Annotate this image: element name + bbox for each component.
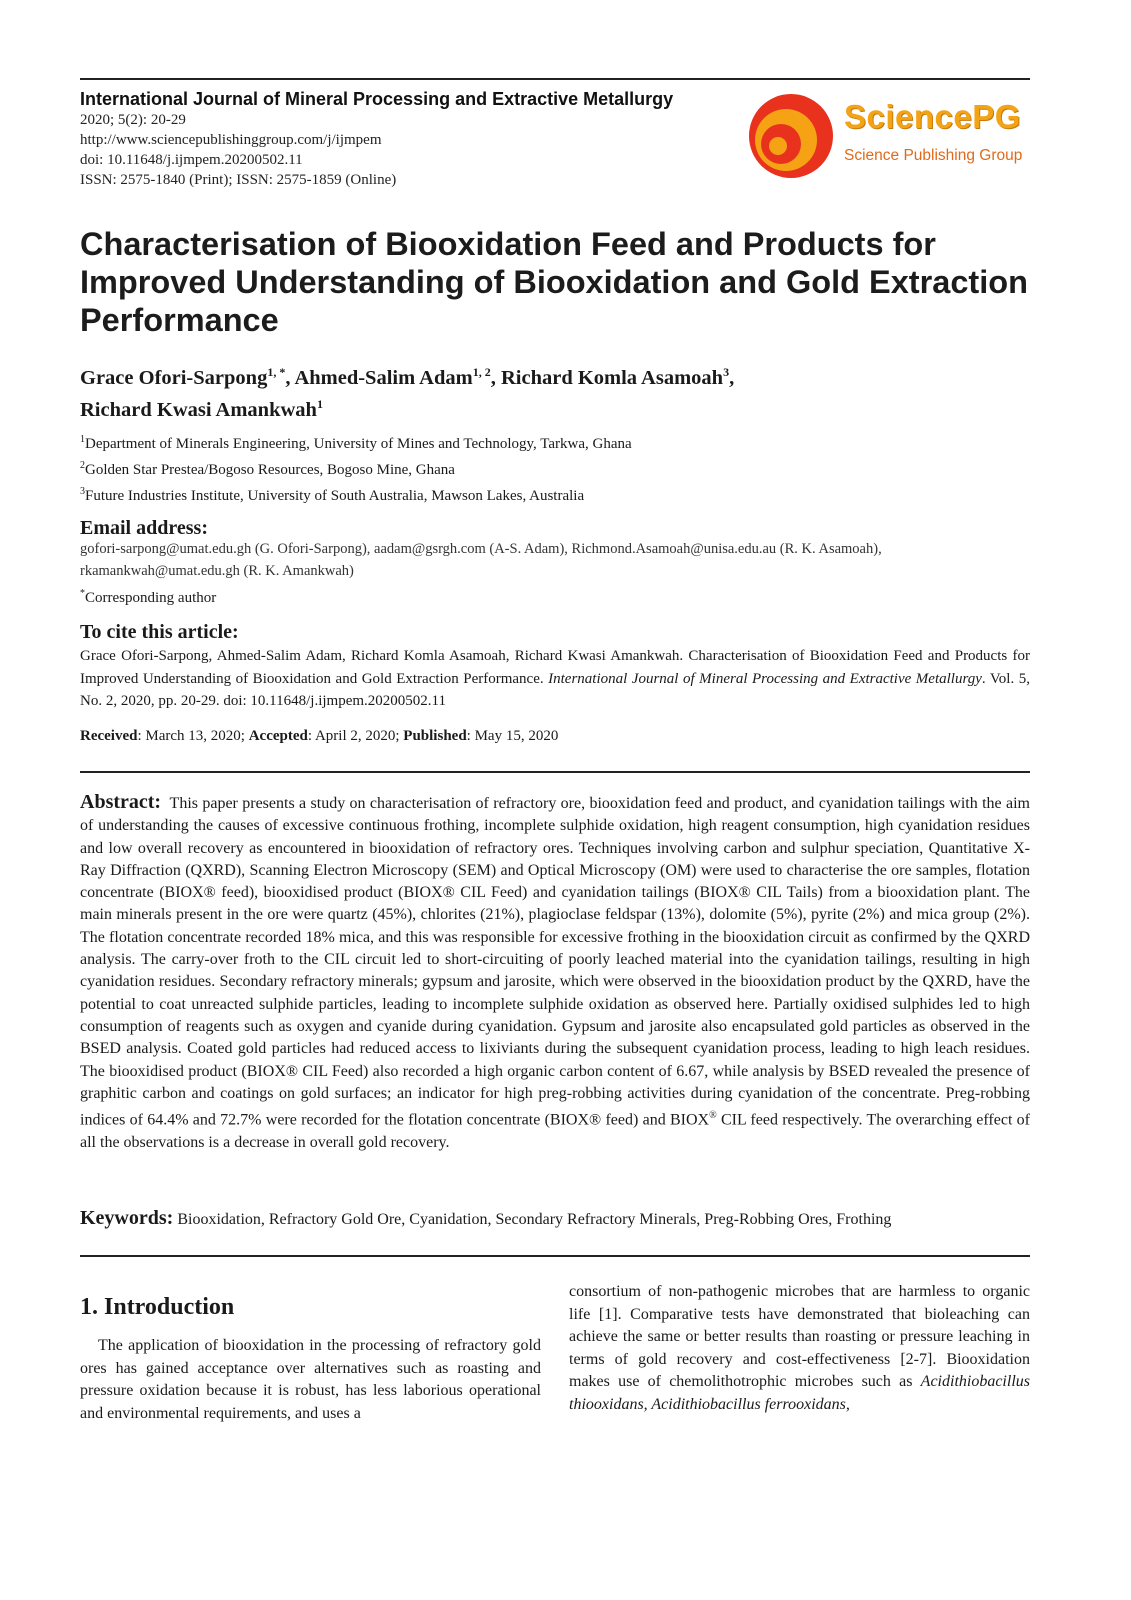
- corresponding-sup: *: [80, 588, 85, 599]
- journal-name: International Journal of Mineral Processing and Extractive Metallurgy: [80, 89, 674, 109]
- affiliation-sup: 1: [80, 434, 85, 445]
- intro-right-text: consortium of non-pathogenic microbes that are harmless to organic life [1]. Comparative tests have demonstrated that bioleaching can achieve the same or better results than roasting or pressure leaching in terms of gold recovery and cost-effectiveness [2-7]. Biooxidation makes use of chemolithotrophic microbes such as: [569, 1283, 1030, 1390]
- citation-tail: . Vol. 5, No. 2, 2020, pp. 20-29. doi: 10.11648/j.ijmpem.20200502.11: [80, 670, 1030, 709]
- paper-title: Characterisation of Biooxidation Feed and Products for Improved Understanding of Biooxidation and Gold Extraction Performance: [80, 226, 1028, 338]
- author-list: [80, 359, 1030, 423]
- received-label: Received: [80, 728, 138, 744]
- author-name: Richard Kwasi Amankwah: [80, 398, 317, 421]
- author-sep: ,: [285, 366, 295, 389]
- email-addresses[interactable]: gofori-sarpong@umat.edu.gh (G. Ofori-Sarpong), aadam@gsrgh.com (A-S. Adam), Richmond.Asamoah@unisa.edu.au (R. K. Asamoah), rkamankwah@umat.edu.gh (R. K. Amankwah): [80, 541, 882, 579]
- journal-doi: doi: 10.11648/j.ijmpem.20200502.11: [80, 152, 303, 168]
- publication-dates: [80, 726, 558, 746]
- accepted-date: : April 2, 2020;: [307, 728, 404, 744]
- corresponding-text: Corresponding author: [85, 590, 217, 606]
- citation: [80, 645, 1030, 713]
- abstract-label: Abstract:: [80, 791, 162, 813]
- abstract: [80, 791, 1030, 1154]
- divider-rule: [80, 1255, 1030, 1257]
- corresponding-author: [80, 584, 216, 608]
- cite-heading: To cite this article:: [80, 621, 239, 643]
- abstract-text: This paper presents a study on characterisation of refractory ore, biooxidation feed and product, and cyanidation tailings with the aim of understanding the causes of excessive continuous frothing, incomplete sulphide oxidation, high reagent consumption, high cyanidation residues and low overall recovery as encountered in biooxidation of refractory ores. Techniques involving carbon and sulphur speciation, Quantitative X-Ray Diffraction (QXRD), Scanning Electron Microscopy (SEM) and Optical Microscopy (OM) were used to characterise the ore samples, flotation concentrate (BIOX® feed), biooxidised product (BIOX® CIL Feed) and cyanidation tailings (BIOX® CIL Tails) from a biooxidation plant. The main minerals present in the ore were quartz (45%), chlorites (21%), plagioclase feldspar (13%), dolomite (5%), pyrite (2%) and mica group (2%). The flotation concentrate recorded 18% mica, and this was responsible for excessive frothing in the biooxidation circuit as confirmed by the QXRD analysis. The carry-over froth to the CIL circuit led to short-circuiting of poorly leached material into the cyanidation tailings, resulting in high cyanidation residues. Secondary refractory minerals; gypsum and jarosite, which were observed in the biooxidation product by the QXRD, have the potential to coat unreacted sulphide particles, leading to incomplete sulphide oxidation as observed here. Partially oxidised sulphides led to high consumption of reagents such as oxygen and cyanide during cyanidation. Gypsum and jarosite also encapsulated gold particles as observed in the BSED analysis. Coated gold particles had reduced access to lixiviants during the subsequent cyanidation process, leading to high leach residues. The biooxidised product (BIOX® CIL Feed) also recorded a high organic carbon content of 6.67, while analysis by BSED revealed the presence of graphitic carbon and coatings on gold surfaces; an indicator for high preg-robbing activities during cyanidation of the concentrate. Preg-robbing indices of 64.4% and 72.7% were recorded for the flotation concentrate (BIOX® feed) and BIOX: [80, 795, 1031, 1129]
- author-name: Grace Ofori-Sarpong: [80, 366, 268, 389]
- intro-right-italic: Acidithiobacillus thiooxidans, Acidithiobacillus ferrooxidans,: [569, 1373, 1030, 1413]
- affiliation: [80, 456, 1030, 480]
- author-name: Ahmed-Salim Adam: [294, 366, 473, 389]
- divider-rule: [80, 771, 1030, 773]
- published-label: Published: [403, 728, 467, 744]
- author-sup: 1: [316, 396, 323, 411]
- affiliation-text: Golden Star Prestea/Bogoso Resources, Bogoso Mine, Ghana: [85, 462, 455, 478]
- accepted-label: Accepted: [248, 728, 308, 744]
- author-sup: 3: [723, 365, 730, 379]
- journal-issn: ISSN: 2575-1840 (Print); ISSN: 2575-1859 (Online): [80, 172, 397, 188]
- citation-text: Grace Ofori-Sarpong, Ahmed-Salim Adam, Richard Komla Asamoah, Richard Kwasi Amankwah. Characterisation of Biooxidation Feed and Products for Improved Understanding of Biooxidation and Gold Extraction Performance.: [80, 648, 1030, 687]
- keywords: [80, 1207, 1030, 1231]
- affiliation-text: Future Industries Institute, University of South Australia, Mawson Lakes, Australia: [85, 488, 585, 504]
- intro-left-column: The application of biooxidation in the processing of refractory gold ores has gained acceptance over alternatives such as roasting and pressure oxidation because it is robust, has less laborious operational and environmental requirements, and uses a: [80, 1337, 541, 1422]
- author-sup: 1, 2: [472, 365, 491, 379]
- keywords-text: Biooxidation, Refractory Gold Ore, Cyanidation, Secondary Refractory Minerals, Preg-Robbing Ores, Frothing: [177, 1211, 892, 1228]
- received-date: : March 13, 2020;: [137, 728, 249, 744]
- email-heading: Email address:: [80, 517, 208, 539]
- abstract-sup: ®: [709, 1110, 717, 1122]
- logo-tagline: Science Publishing Group: [844, 147, 1023, 164]
- author-sep: ,: [729, 366, 735, 389]
- journal-header: [80, 88, 740, 190]
- volume-line: 2020; 5(2): 20-29: [80, 112, 186, 128]
- author-sep: ,: [490, 366, 501, 389]
- keywords-label: Keywords:: [80, 1207, 174, 1229]
- abstract-tail: CIL feed respectively. The overarching effect of all the observations is a decrease in overall gold recovery.: [80, 1111, 1031, 1151]
- affiliation-text: Department of Minerals Engineering, University of Mines and Technology, Tarkwa, Ghana: [85, 436, 632, 452]
- affiliation-sup: 3: [80, 486, 85, 497]
- affiliation: [80, 430, 1030, 454]
- sciencepg-logo: [748, 93, 1033, 185]
- section-heading: 1. Introduction: [80, 1294, 235, 1320]
- author-name: Richard Komla Asamoah: [500, 366, 724, 389]
- journal-url[interactable]: http://www.sciencepublishinggroup.com/j/ijmpem: [80, 132, 382, 148]
- published-date: : May 15, 2020: [466, 728, 559, 744]
- citation-journal: International Journal of Mineral Processing and Extractive Metallurgy: [548, 670, 982, 687]
- intro-right-column: [569, 1281, 1030, 1416]
- affiliation-sup: 2: [80, 460, 85, 471]
- affiliation: [80, 482, 1030, 506]
- author-sup: 1, *: [267, 365, 286, 379]
- sciencepg-logo-icon: [748, 93, 834, 179]
- top-rule: [80, 78, 1030, 80]
- logo-name: SciencePG: [844, 98, 1021, 135]
